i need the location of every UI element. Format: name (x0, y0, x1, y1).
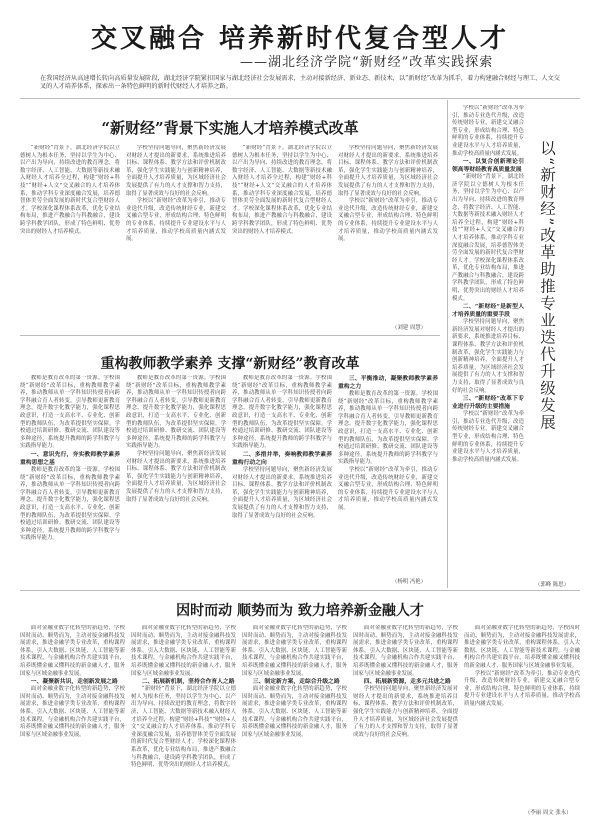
byline: （刘建 周慧） (392, 325, 427, 331)
subheading: 二、多措并举，奏响教师教学素养重构行动之向 (232, 451, 332, 466)
body-text: 面对金融业数字化转型的新趋势，学校因时而动、顺势而为，主动对接金融科技发展需求，推进金融学类专业改革，重构课程体系，引入大数据、区块链、人工智能等新技术课程，与金融机构合作共建实践平台，培养既懂金融又懂科技的新金融人才，服务国家与区域金融事业发展。 (20, 686, 125, 738)
body-column (232, 375, 332, 585)
body-column (338, 145, 438, 321)
body-text: “新财经”背景下，湖北经济学院以立德树人为根本任务，坚持以学生为中心、以产出为导向、持续改进的教育理念，将数字经济、人工智能、大数据等新技术融入财经人才培养全过程，构建“财经+科技”“财经+人文”交叉融合的人才培养体系，推动学科专业深度融合发展，培养德智体美劳全面发展的新时代复合型财经人才。学校深化课程体系改革，优化专业结构布局，推进产教融合与科教融合，建设跨学科教学团队，形成了特色鲜明、优势突出的财经人才培养模式。 (232, 145, 332, 235)
body-text: 学校以“新财经”改革为牵引，推动专业迭代升级，改造传统财经专业，新建交叉融合型专业，形成结构合理、特色鲜明的专业体系，持续提升专业建设水平与人才培养质量，推动学校高质量内涵式发展。 (464, 670, 580, 707)
body-text: 面对金融业数字化转型的新趋势，学校因时而动、顺势而为，主动对接金融科技发展需求，推进金融学类专业改革，重构课程体系，引入大数据、区块链、人工智能等新技术课程，与金融机构合作共建实践平台，培养既懂金融又懂科技的新金融人才，服务国家与区域金融事业发展。 (242, 686, 347, 738)
column-divider (447, 100, 448, 588)
body-column (126, 375, 226, 585)
body-text: 学校坚持问题导向，聚焦新经济发展对财经人才提出的新要求，系统推进培养目标、课程体系、教学方法和评价机制改革，强化学生实践能力与创新精神培养，全面提升人才培养质量，为区域经济社会发展提供了有力的人才支撑和智力支持，取得了显著成效与良好的社会反响。 (126, 450, 226, 503)
subheading: 二、“新财经”是新型人才培养质量的重要手段 (452, 304, 524, 319)
body-text: 学校以“新财经”改革为牵引，推动专业迭代升级，改造传统财经专业，新建交叉融合型专业，形成结构合理、特色鲜明的专业体系，持续提升专业建设水平与人才培养质量，推动学校高质量内涵式发展。 (452, 105, 524, 157)
body-column (232, 145, 332, 330)
body-text: 学校以“新财经”改革为牵引，推动专业迭代升级，改造传统财经专业，新建交叉融合型专业，形成结构合理、特色鲜明的专业体系，持续提升专业建设水平与人才培养质量，推动学校高质量内涵式发展。 (126, 198, 226, 243)
body-text: 面对金融业数字化转型的新趋势，学校因时而动、顺势而为，主动对接金融科技发展需求，推进金融学类专业改革，重构课程体系，引入大数据、区块链、人工智能等新技术课程，与金融机构合作共建实践平台，培养既懂金融又懂科技的新金融人才，服务国家与区域金融事业发展。 (131, 625, 236, 677)
body-text: “新财经”背景下，湖北经济学院以立德树人为根本任务，坚持以学生为中心、以产出为导向、持续改进的教育理念，将数字经济、人工智能、大数据等新技术融入财经人才培养全过程，构建“财经+科技”“财经+人文”交叉融合的人才培养体系，推动学科专业深度融合发展，培养德智体美劳全面发展的新时代复合型财经人才。学校深化课程体系改革，优化专业结构布局，推进产教融合与科教融合，建设跨学科教学团队，形成了特色鲜明、优势突出的财经人才培养模式。 (131, 686, 236, 769)
body-text: 学校坚持问题导向，聚焦新经济发展对财经人才提出的新要求，系统推进培养目标、课程体系、教学方法和评价机制改革，强化学生实践能力与创新精神培养，全面提升人才培养质量，为区域经济社会发展提供了有力的人才支撑和智力支持，取得了显著成效与良好的社会反响。 (232, 466, 332, 519)
body-text: 学校坚持问题导向，聚焦新经济发展对财经人才提出的新要求，系统推进培养目标、课程体系、教学方法和评价机制改革，强化学生实践能力与创新精神培养，全面提升人才培养质量，为区域经济社会发展提供了有力的人才支撑和智力支持，取得了显著成效与良好的社会反响。 (452, 319, 524, 394)
body-text: 学校以“新财经”改革为牵引，推动专业迭代升级，改造传统财经专业，新建交叉融合型专业，形成结构合理、特色鲜明的专业体系，持续提升专业建设水平与人才培养质量，推动学校高质量内涵式发展。 (452, 411, 524, 463)
body-text: 面对金融业数字化转型的新趋势，学校因时而动、顺势而为，主动对接金融科技发展需求，推进金融学类专业改革，重构课程体系，引入大数据、区块链、人工智能等新技术课程，与金融机构合作共建实践平台，培养既懂金融又懂科技的新金融人才，服务国家与区域金融事业发展。 (353, 625, 458, 677)
subheading: 四、拓展新资源，走多元共进之路 (363, 679, 451, 686)
body-text: 学校坚持问题导向，聚焦新经济发展对财经人才提出的新要求，系统推进培养目标、课程体系、教学方法和评价机制改革，强化学生实践能力与创新精神培养，全面提升人才培养质量，为区域经济社会发展提供了有力的人才支撑和智力支持，取得了显著成效与良好的社会反响。 (353, 686, 458, 738)
body-column (20, 625, 125, 815)
divider (20, 335, 440, 336)
subheading: 三、平衡推动，凝聚教师教学素养重构之力 (338, 376, 438, 390)
section-heading: 重构教师教学素养 支撑“新财经”教育改革 (100, 356, 360, 372)
body-text: 教师是教育改革的第一资源。学校围绕“新财经”改革目标，重构教师教学素养，推动教师从单一学科知识传授者向跨学科融合育人者转变，引导教师更新教育理念，提升数字化教学能力，强化课程思政意识，打造一支高水平、专业化、创新型的教师队伍，为改革提供坚实保障。学校通过培训研修、教研交流、团队建设等多种途径，系统提升教师的跨学科教学与实践指导能力。 (126, 375, 226, 450)
body-text: 教师是教育改革的第一资源。学校围绕“新财经”改革目标，重构教师教学素养，推动教师从单一学科知识传授者向跨学科融合育人者转变，引导教师更新教育理念，提升数字化教学能力，强化课程思政意识，打造一支高水平、专业化、创新型的教师队伍，为改革提供坚实保障。学校通过培训研修、教研交流、团队建设等多种途径，系统提升教师的跨学科教学与实践指导能力。 (20, 466, 120, 542)
byline: （郭峰 陈思） (535, 582, 570, 588)
body-column (20, 375, 120, 585)
section-heading: “新财经”背景下实施人才培养模式改革 (101, 119, 359, 137)
subheading: 三、制定新方案，走综合升级之路 (252, 679, 340, 686)
divider (20, 98, 580, 99)
body-text: “新财经”背景下，湖北经济学院以立德树人为根本任务，坚持以学生为中心、以产出为导向、持续改进的教育理念，将数字经济、人工智能、大数据等新技术融入财经人才培养全过程，构建“财经+科技”“财经+人文”交叉融合的人才培养体系，推动学科专业深度融合发展，培养德智体美劳全面发展的新时代复合型财经人才。学校深化课程体系改革，优化专业结构布局，推进产教融合与科教融合，建设跨学科教学团队，形成了特色鲜明、优势突出的财经人才培养模式。 (20, 145, 120, 235)
body-text: 教师是教育改革的第一资源。学校围绕“新财经”改革目标，重构教师教学素养，推动教师从单一学科知识传授者向跨学科融合育人者转变，引导教师更新教育理念，提升数字化教学能力，强化课程思政意识，打造一支高水平、专业化、创新型的教师队伍，为改革提供坚实保障。学校通过培训研修、教研交流、团队建设等多种途径，系统提升教师的跨学科教学与实践指导能力。 (20, 375, 120, 450)
body-text: 学校以“新财经”改革为牵引，推动专业迭代升级，改造传统财经专业，新建交叉融合型专业，形成结构合理、特色鲜明的专业体系，持续提升专业建设水平与人才培养质量，推动学校高质量内涵式发展。 (338, 466, 438, 511)
lead-paragraph: 在我国经济从高速增长转向高质量发展阶段，湖北经济学院紧扣国家与湖北经济社会发展需求，主动对接新经济、新业态、新技术，以“新财经”改革为抓手，着力构建融合财经与理工、人文交叉的人才培养体系，探索出一条特色鲜明的新时代财经人才培养之路。 (40, 75, 560, 91)
subheading: 三、“新财经”改革下专业进行升级的主要措施 (452, 396, 524, 411)
subheading: 二、拓展新机制，坚持合作育人之路 (141, 679, 235, 686)
body-text: “新财经”背景下，湖北经济学院以立德树人为根本任务，坚持以学生为中心、以产出为导向、持续改进的教育理念，将数字经济、人工智能、大数据等新技术融入财经人才培养全过程，构建“财经+科技”“财经+人文”交叉融合的人才培养体系，推动学科专业深度融合发展，培养德智体美劳全面发展的新时代复合型财经人才。学校深化课程体系改革，优化专业结构布局，推进产教融合与科教融合，建设跨学科教学团队，形成了特色鲜明、优势突出的财经人才培养模式。 (452, 174, 524, 302)
divider (20, 590, 580, 591)
body-column (464, 625, 580, 805)
body-text: 面对金融业数字化转型的新趋势，学校因时而动、顺势而为，主动对接金融科技发展需求，推进金融学类专业改革，重构课程体系，引入大数据、区块链、人工智能等新技术课程，与金融机构合作共建实践平台，培养既懂金融又懂科技的新金融人才，服务国家与区域金融事业发展。 (20, 625, 125, 677)
side-body-column (452, 105, 524, 585)
body-text: 面对金融业数字化转型的新趋势，学校因时而动、顺势而为，主动对接金融科技发展需求，推进金融学类专业改革，重构课程体系，引入大数据、区块链、人工智能等新技术课程，与金融机构合作共建实践平台，培养既懂金融又懂科技的新金融人才，服务国家与区域金融事业发展。 (464, 625, 580, 669)
body-text: 面对金融业数字化转型的新趋势，学校因时而动、顺势而为，主动对接金融科技发展需求，推进金融学类专业改革，重构课程体系，引入大数据、区块链、人工智能等新技术课程，与金融机构合作共建实践平台，培养既懂金融又懂科技的新金融人才，服务国家与区域金融事业发展。 (242, 625, 347, 677)
body-column (242, 625, 347, 815)
body-column (131, 625, 236, 815)
body-column (20, 145, 120, 330)
body-text: 学校坚持问题导向，聚焦新经济发展对财经人才提出的新要求，系统推进培养目标、课程体系、教学方法和评价机制改革，强化学生实践能力与创新精神培养，全面提升人才培养质量，为区域经济社会发展提供了有力的人才支撑和智力支持，取得了显著成效与良好的社会反响。 (338, 145, 438, 197)
page-title: 交叉融合 培养新时代复合型人才 (90, 24, 510, 54)
body-column (126, 145, 226, 330)
byline: （李丽 周文 张永） (525, 810, 572, 816)
subheading: 一、意识先行，夯实教师教学素养重构思想之基 (20, 451, 120, 466)
body-text: 教师是教育改革的第一资源。学校围绕“新财经”改革目标，重构教师教学素养，推动教师从单一学科知识传授者向跨学科融合育人者转变，引导教师更新教育理念，提升数字化教学能力，强化课程思政意识，打造一支高水平、专业化、创新型的教师队伍，为改革提供坚实保障。学校通过培训研修、教研交流、团队建设等多种途径，系统提升教师的跨学科教学与实践指导能力。 (232, 375, 332, 450)
body-text: 学校坚持问题导向，聚焦新经济发展对财经人才提出的新要求，系统推进培养目标、课程体系、教学方法和评价机制改革，强化学生实践能力与创新精神培养，全面提升人才培养质量，为区域经济社会发展提供了有力的人才支撑和智力支持，取得了显著成效与良好的社会反响。 (126, 145, 226, 197)
body-column (338, 375, 438, 575)
byline: （杨明 冯艳） (392, 579, 427, 585)
vertical-heading: 以“新财经”改革助推专业迭代升级发展 (538, 140, 556, 431)
subheading: 一、凝聚新共识，走创新发展之路 (30, 679, 118, 686)
body-text: 教师是教育改革的第一资源。学校围绕“新财经”改革目标，重构教师教学素养，推动教师从单一学科知识传授者向跨学科融合育人者转变，引导教师更新教育理念，提升数字化教学能力，强化课程思政意识，打造一支高水平、专业化、创新型的教师队伍，为改革提供坚实保障。学校通过培训研修、教研交流、团队建设等多种途径，系统提升教师的跨学科教学与实践指导能力。 (338, 391, 438, 466)
section-heading: 因时而动 顺势而为 致力培养新金融人才 (176, 603, 424, 619)
subheading: 一、以复合创新理论引领高等财经教育高质量发展 (452, 159, 524, 174)
body-column (353, 625, 458, 815)
body-text: 学校以“新财经”改革为牵引，推动专业迭代升级，改造传统财经专业，新建交叉融合型专业，形成结构合理、特色鲜明的专业体系，持续提升专业建设水平与人才培养质量，推动学校高质量内涵式发展。 (338, 198, 438, 243)
page-subtitle: ——湖北经济学院“新财经”改革实践探索 (240, 55, 494, 70)
